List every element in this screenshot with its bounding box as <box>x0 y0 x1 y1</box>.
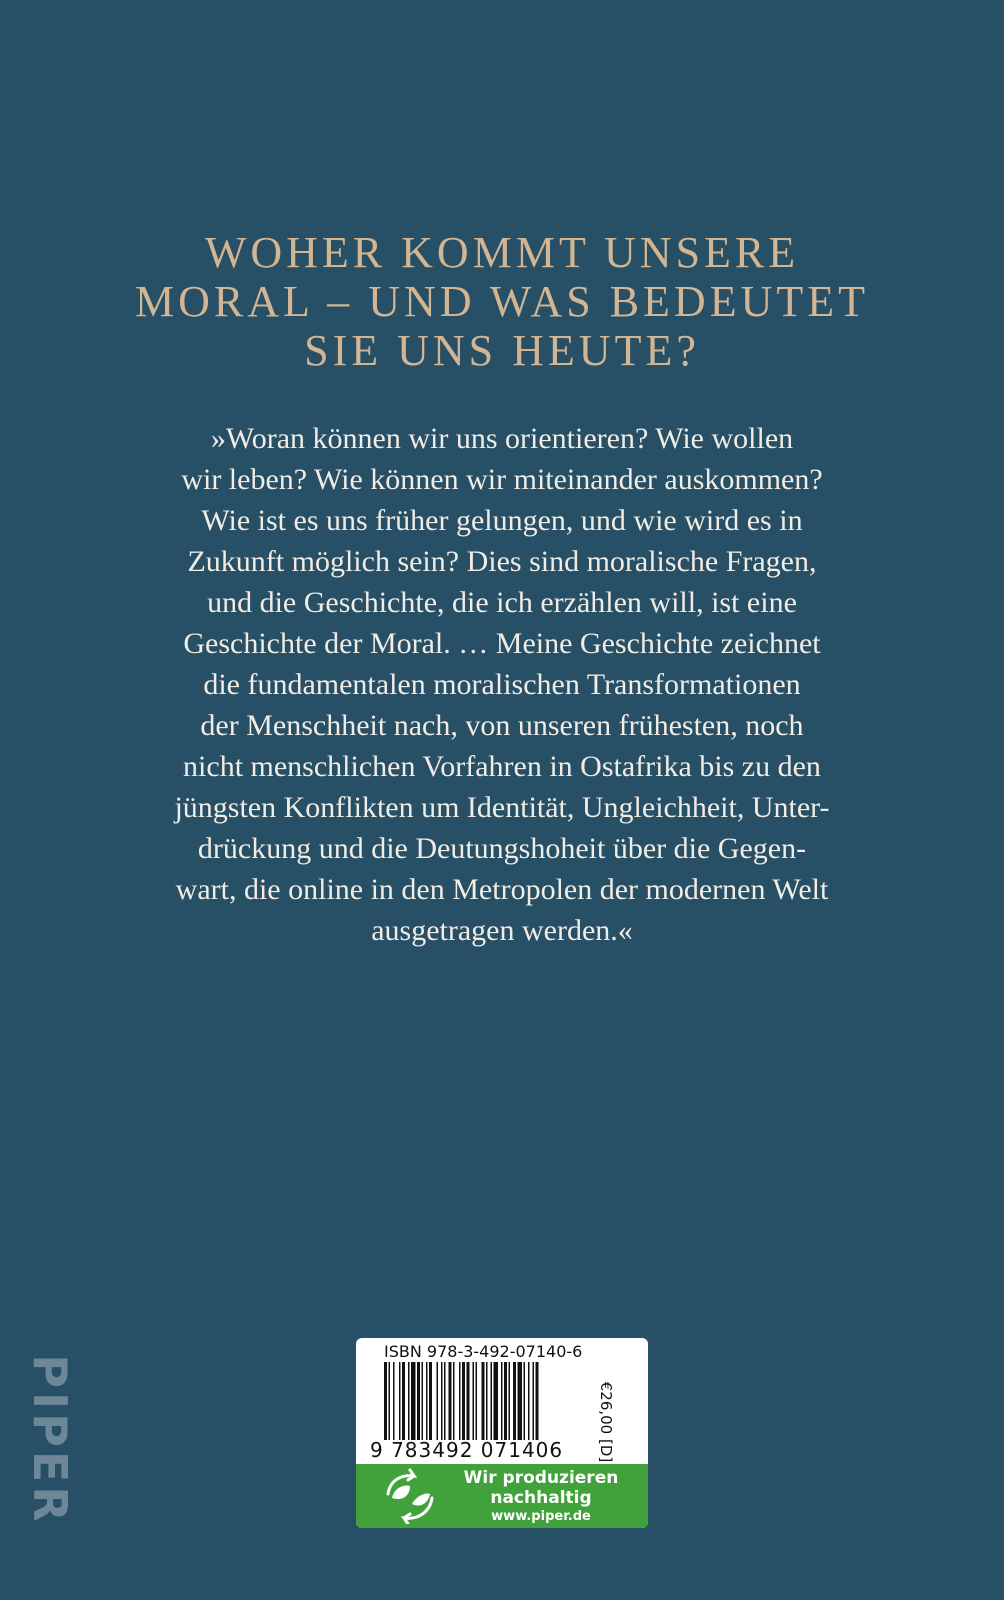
headline <box>0 228 1004 375</box>
publisher-logo-text: PIPER <box>23 1354 77 1526</box>
blurb-line: drückung und die Deutungshoheit über die Gegen- <box>197 832 807 865</box>
blurb-line: der Menschheit nach, von unseren frühesten, noch <box>200 709 804 742</box>
headline-line: SIE UNS HEUTE? <box>304 326 700 375</box>
blurb-line: Geschichte der Moral. … Meine Geschichte zeichnet <box>183 627 821 660</box>
barcode-icon <box>384 1362 590 1440</box>
sustainability-badge <box>356 1464 648 1528</box>
blurb-line: Zukunft möglich sein? Dies sind moralische Fragen, <box>187 545 817 578</box>
isbn-text: ISBN 978-3-492-07140-6 <box>384 1342 583 1361</box>
headline-line: MORAL – UND WAS BEDEUTET <box>135 277 869 326</box>
blurb-line: ausgetragen werden.« <box>371 914 633 947</box>
blurb-line: »Woran können wir uns orientieren? Wie wollen <box>210 422 794 455</box>
blurb-line: wart, die online in den Metropolen der modernen Welt <box>175 873 829 906</box>
sustainability-line: nachhaltig <box>490 1488 592 1508</box>
barcode-digits: 9 783492 071406 <box>370 1438 564 1462</box>
blurb-text <box>0 418 1004 951</box>
blurb-line: und die Geschichte, die ich erzählen will, ist eine <box>207 586 797 619</box>
barcode-label <box>356 1338 648 1528</box>
blurb-line: nicht menschlichen Vorfahren in Ostafrika bis zu den <box>183 750 821 783</box>
recycle-leaf-icon <box>380 1468 440 1524</box>
publisher-logo <box>24 1350 76 1530</box>
sustainability-text <box>446 1468 636 1526</box>
blurb-line: jüngsten Konflikten um Identität, Ungleichheit, Unter- <box>174 791 830 824</box>
price-label: €26,00 [D] <box>597 1381 615 1463</box>
blurb-line: die fundamentalen moralischen Transformationen <box>203 668 801 701</box>
sustainability-line: Wir produzieren <box>463 1468 619 1488</box>
blurb-line: wir leben? Wie können wir miteinander auskommen? <box>181 463 823 496</box>
blurb-line: Wie ist es uns früher gelungen, und wie wird es in <box>201 504 803 537</box>
publisher-url: www.piper.de <box>491 1509 591 1524</box>
headline-line: WOHER KOMMT UNSERE <box>204 228 800 277</box>
